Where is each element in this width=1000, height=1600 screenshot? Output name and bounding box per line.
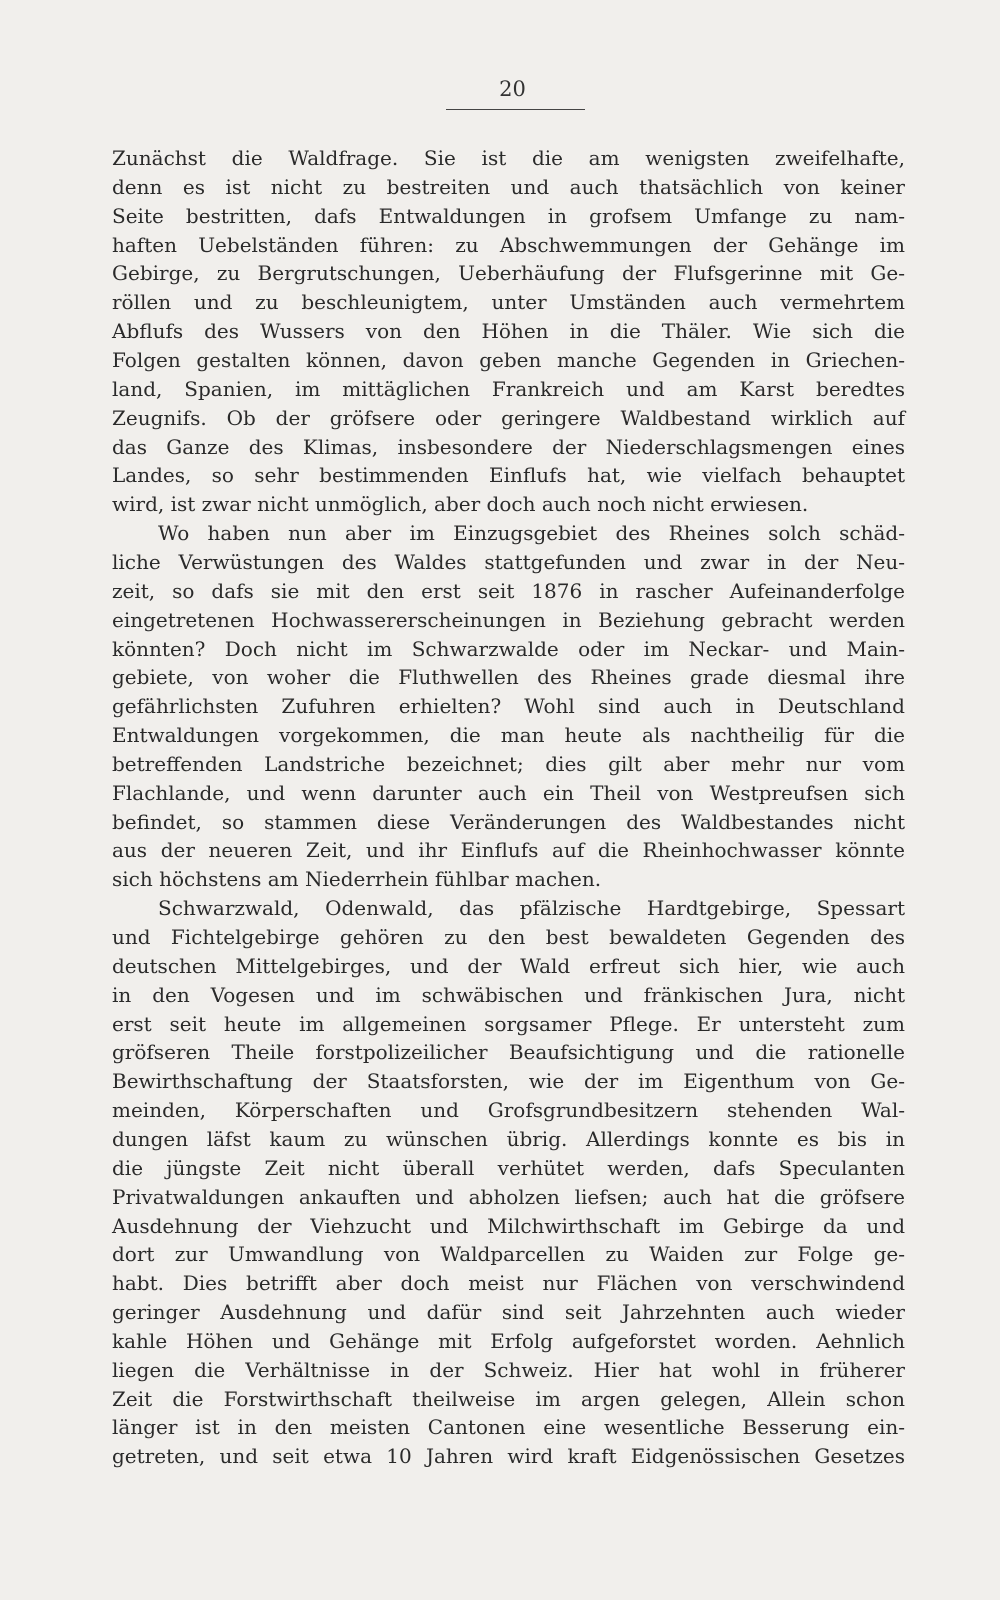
text-line: Privatwaldungen ankauften und abholzen liefsen; auch hat die gröfsere — [112, 1184, 905, 1209]
text-line: Zeugnifs. Ob der gröfsere oder geringere Waldbestand wirklich auf — [112, 405, 905, 430]
text-line: Schwarzwald, Odenwald, das pfälzische Hardtgebirge, Spessart — [158, 896, 905, 921]
text-line: in den Vogesen und im schwäbischen und fränkischen Jura, nicht — [112, 982, 905, 1007]
text-line: röllen und zu beschleunigtem, unter Umständen auch vermehrtem — [112, 290, 905, 315]
page-number: 20 — [499, 77, 526, 101]
text-line: das Ganze des Klimas, insbesondere der Niederschlagsmengen eines — [112, 434, 905, 459]
text-line: betreffenden Landstriche bezeichnet; dies gilt aber mehr nur vom — [112, 751, 905, 776]
text-line: Seite bestritten, dafs Entwaldungen in grofsem Umfange zu nam- — [112, 203, 905, 228]
text-line: könnten? Doch nicht im Schwarzwalde oder im Neckar- und Main- — [112, 636, 905, 661]
text-line: land, Spanien, im mittäglichen Frankreich und am Karst beredtes — [112, 376, 905, 401]
text-line: aus der neueren Zeit, und ihr Einflufs auf die Rheinhochwasser könnte — [112, 838, 905, 863]
text-line: wird, ist zwar nicht unmöglich, aber doch auch noch nicht erwiesen. — [112, 492, 809, 517]
text-line: Abflufs des Wussers von den Höhen in die Thäler. Wie sich die — [112, 319, 905, 344]
header-rule — [446, 109, 585, 110]
text-line: Wo haben nun aber im Einzugsgebiet des Rheines solch schäd- — [158, 521, 905, 545]
text-line: erst seit heute im allgemeinen sorgsamer Pflege. Er untersteht zum — [112, 1011, 905, 1036]
text-line: gebiete, von woher die Fluthwellen des Rheines grade diesmal ihre — [112, 665, 905, 690]
text-line: dungen läfst kaum zu wünschen übrig. Allerdings konnte es bis in — [112, 1126, 905, 1151]
text-line: dort zur Umwandlung von Waldparcellen zu Waiden zur Folge ge- — [112, 1242, 905, 1267]
text-line: länger ist in den meisten Cantonen eine wesentliche Besserung ein- — [112, 1415, 905, 1440]
text-line: deutschen Mittelgebirges, und der Wald erfreut sich hier, wie auch — [112, 953, 905, 978]
text-line: Gebirge, zu Bergrutschungen, Ueberhäufung der Flufsgerinne mit Ge- — [112, 261, 905, 286]
text-line: denn es ist nicht zu bestreiten und auch thatsächlich von keiner — [112, 174, 905, 199]
text-line: Ausdehnung der Viehzucht und Milchwirthschaft im Gebirge da und — [112, 1213, 905, 1238]
text-line: Flachlande, und wenn darunter auch ein Theil von Westpreufsen sich — [112, 780, 905, 805]
text-line: Landes, so sehr bestimmenden Einflufs hat, wie vielfach behauptet — [112, 463, 905, 488]
text-line: Entwaldungen vorgekommen, die man heute als nachtheilig für die — [112, 723, 905, 747]
text-line: geringer Ausdehnung und dafür sind seit Jahrzehnten auch wieder — [112, 1300, 905, 1324]
text-line: Folgen gestalten können, davon geben manche Gegenden in Griechen- — [112, 348, 905, 372]
text-line: haften Uebelständen führen: zu Abschwemmungen der Gehänge im — [112, 232, 905, 257]
text-line: liche Verwüstungen des Waldes stattgefunden und zwar in der Neu- — [112, 549, 905, 574]
text-line: liegen die Verhältnisse in der Schweiz. Hier hat wohl in früherer — [112, 1357, 905, 1382]
text-line: kahle Höhen und Gehänge mit Erfolg aufgeforstet worden. Aehnlich — [112, 1328, 905, 1353]
text-line: habt. Dies betrifft aber doch meist nur Flächen von verschwindend — [112, 1271, 905, 1296]
text-line: meinden, Körperschaften und Grofsgrundbesitzern stehenden Wal- — [112, 1098, 905, 1123]
text-line: Zunächst die Waldfrage. Sie ist die am wenigsten zweifelhafte, — [112, 146, 905, 170]
text-line: Bewirthschaftung der Staatsforsten, wie der im Eigenthum von Ge- — [112, 1069, 905, 1094]
text-line: eingetretenen Hochwassererscheinungen in Beziehung gebracht werden — [112, 607, 905, 632]
text-line: zeit, so dafs sie mit den erst seit 1876 in rascher Aufeinanderfolge — [112, 578, 905, 603]
text-line: gröfseren Theile forstpolizeilicher Beaufsichtigung und die rationelle — [112, 1040, 905, 1065]
text-line: sich höchstens am Niederrhein fühlbar machen. — [112, 867, 602, 892]
text-line: getreten, und seit etwa 10 Jahren wird kraft Eidgenössischen Gesetzes — [112, 1444, 905, 1469]
text-line: gefährlichsten Zufuhren erhielten? Wohl sind auch in Deutschland — [112, 694, 905, 719]
text-line: und Fichtelgebirge gehören zu den best bewaldeten Gegenden des — [112, 925, 905, 949]
text-line: Zeit die Forstwirthschaft theilweise im argen gelegen, Allein schon — [112, 1386, 905, 1411]
text-line: die jüngste Zeit nicht überall verhütet werden, dafs Speculanten — [112, 1155, 905, 1180]
text-line: befindet, so stammen diese Veränderungen des Waldbestandes nicht — [112, 809, 905, 834]
